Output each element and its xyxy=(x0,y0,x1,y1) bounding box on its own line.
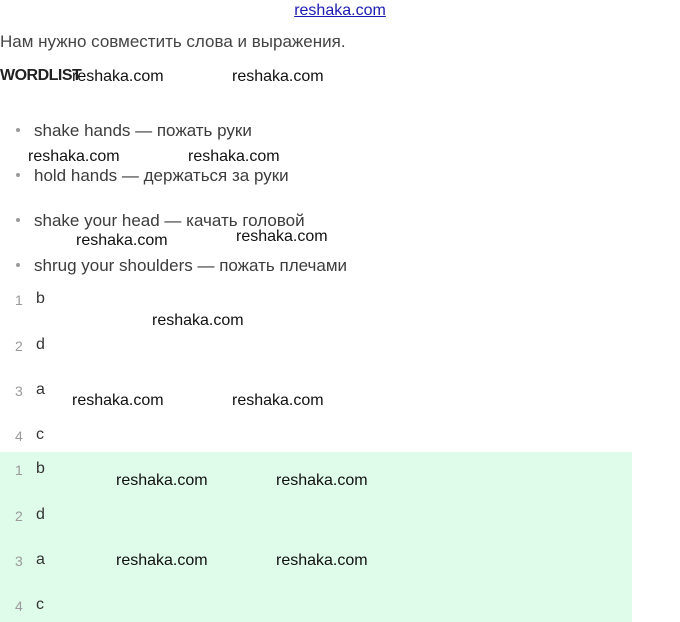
watermark: reshaka.com xyxy=(72,68,164,85)
answer-number: 3 xyxy=(15,383,23,399)
watermark: reshaka.com xyxy=(152,312,244,329)
watermark: reshaka.com xyxy=(76,232,168,249)
answer-number: 4 xyxy=(15,598,23,614)
watermark: reshaka.com xyxy=(116,552,208,569)
intro-text: Нам нужно совместить слова и выражения. xyxy=(0,32,346,51)
answer-number: 2 xyxy=(15,508,23,524)
bullet-icon xyxy=(16,263,20,267)
wordlist-item: shrug your shoulders — пожать плечами xyxy=(16,256,347,276)
site-header-link[interactable]: reshaka.com xyxy=(294,2,386,19)
answer-letter: d xyxy=(36,336,45,353)
watermark: reshaka.com xyxy=(232,68,324,85)
watermark: reshaka.com xyxy=(116,472,208,489)
wordlist-item: shake your head — качать головой xyxy=(16,211,305,231)
answer-letter: c xyxy=(36,596,44,613)
watermark: reshaka.com xyxy=(276,472,368,489)
answer-number: 4 xyxy=(15,428,23,444)
answer-letter: a xyxy=(36,381,45,398)
watermark: reshaka.com xyxy=(276,552,368,569)
answer-letter: b xyxy=(36,290,45,307)
wordlist-title: WORDLIST xyxy=(0,67,82,84)
watermark: reshaka.com xyxy=(28,148,120,165)
bullet-icon xyxy=(16,128,20,132)
watermark: reshaka.com xyxy=(72,392,164,409)
wordlist-item: hold hands — держаться за руки xyxy=(16,166,289,186)
answer-number: 1 xyxy=(15,462,23,478)
watermark: reshaka.com xyxy=(188,148,280,165)
answer-letter: d xyxy=(36,506,45,523)
answer-number: 2 xyxy=(15,338,23,354)
answer-number: 1 xyxy=(15,292,23,308)
watermark: reshaka.com xyxy=(232,392,324,409)
bullet-icon xyxy=(16,173,20,177)
answer-letter: c xyxy=(36,426,44,443)
watermark: reshaka.com xyxy=(236,228,328,245)
wordlist-item: shake hands — пожать руки xyxy=(16,121,252,141)
bullet-icon xyxy=(16,218,20,222)
answer-number: 3 xyxy=(15,553,23,569)
answer-letter: a xyxy=(36,551,45,568)
answer-letter: b xyxy=(36,460,45,477)
